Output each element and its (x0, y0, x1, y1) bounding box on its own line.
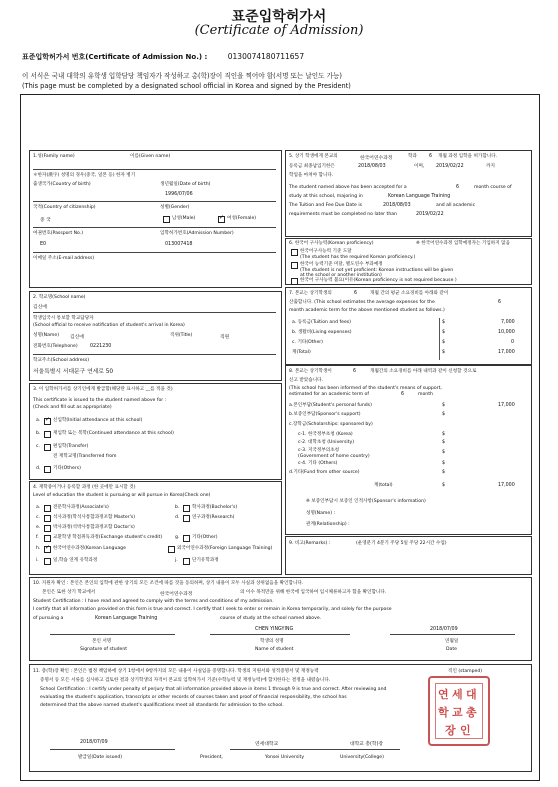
date-en: Date (446, 647, 457, 652)
level-f-label: 교환학생 학점취득과정(Exchange student's credit) (53, 535, 163, 540)
s8-t3: (This school has been informed of the student's means of support, (289, 386, 442, 391)
purpose-d-label: 기타(Others) (53, 466, 81, 471)
school-name-value: 김신애 (33, 305, 47, 310)
document-title-en: (Certificate of Admission) (194, 23, 364, 38)
s6-b-checkbox[interactable] (291, 262, 298, 269)
admission-number-label: 표준입학허가서 번호(Certificate of Admission No.) : (22, 53, 208, 61)
level-e-label: 박사과정(석박사통합과정포함 Doctor's) (53, 525, 135, 530)
s8-a-label: a.본인부담(Student's personal funds) (289, 403, 372, 408)
s5-en-due: 2018/08/03 (383, 203, 411, 208)
s5-en4: requirements must be completed no later than (289, 212, 397, 217)
section-9-remarks (285, 536, 532, 575)
birth-country-label: 출생국가(Country of birth) (33, 182, 91, 187)
purpose-c-checkbox[interactable] (44, 444, 51, 451)
level-a-label: 전문학사과정(Associate's) (53, 505, 109, 510)
s7-t1: 개월 간의 평균 소요경비를 아래와 같이 (370, 291, 449, 296)
s5-months: 6 (429, 154, 433, 159)
s10-l1: 10. 지원자 확인 : 본인은 본인의 입학에 관한 상기의 모든 조건에 따를 것을 동의하며, 상기 내용이 모두 사실과 상위없음을 확인합니다. (33, 581, 304, 586)
s8-sponsor-note: ※ 보증인부담시 보증인 인적사항(Sponsor's information) (306, 499, 426, 504)
admission-number-field-label: 입학허가번호(Admission Number) (160, 231, 234, 236)
president-ko: 대학교 총(학)장 (350, 742, 384, 747)
school-official-en: (School official to receive notification of student's arrival in Korea) (33, 323, 185, 328)
s11-l1: 11. 총(학)장 확인 : 본인은 법정 책임하에 상기 1항에서 9항까지의 모든 내용이 사실임을 증명합니다. 학생의 지원서와 성적증명서 및 재정능력 (33, 669, 319, 674)
official-title-value: 직원 (220, 335, 230, 340)
instruction-en: (This page must be completed by a designated school official in Korea and signed by the President) (22, 82, 351, 90)
level-g-label: 기타(Other) (192, 535, 218, 540)
phone-value: 0221230 (90, 344, 112, 349)
s10-l2b: 의 이수 목적만을 위해 한국에 입국하여 임시체류하고자 함을 확인합니다. (240, 590, 387, 595)
s10-program-en: Korean Language Training (95, 616, 158, 621)
s5-reg-from: 2018/08/03 (358, 164, 386, 169)
level-j-checkbox[interactable] (183, 558, 190, 565)
s6-a-checkbox[interactable] (291, 249, 298, 256)
admission-number-line (22, 52, 304, 62)
section-8-support: 8. 본교는 상기학생이 6 개월간의 소요경비를 아래 내역과 같이 신청할 것으로 신고 받았습니다. (This school has been informed of the student's means of support, estimated for an academic term of 6 month a.본인부담(Student's personal funds) $ 17,000 b.보증인부담(Sponsor's support) $ c.장학금(Scholarships: sponsored by) c-1. 한국정부초청 (Korea) $ c-2. 대학초청 (University) $ c-3. 지국정부의초청 $ (Government of home country) c-4. 기타 (Others) $ d.기타(Fund from other source) $ 계(total) $ 17,000 ※ 보증인부담시 보증인 인적사항(Sponsor's information) 성명(Name) : 관계(Relationship) : (285, 365, 532, 535)
s7-other-value: 0 (511, 340, 515, 345)
s5-en-months: 6 (456, 185, 460, 190)
s8-d-label: d.기타(Fund from other source) (289, 470, 360, 475)
gender-male-label: 남성(Male) (172, 216, 196, 221)
section-3-purpose: 3. 이 입학허가서를 상기인에게 발급함(해당란 표시하고 __를 적을 것) This certificate is issued to the student named above for : (Check and fill out as appropriate) a. ✓ 신입학(Initial attendance at this school) b. 재입학 또는 복학(Continued attendance at this school) c. 편입학(Transfer) 전 재학교명(Transferred from d. 기타(Others) (29, 383, 282, 480)
level-b-label: 학사과정(Bachelor's) (192, 505, 238, 510)
level-c-checkbox[interactable] (44, 515, 51, 522)
s5-reg-to: 2019/02/22 (436, 164, 464, 169)
s5-reg-from-suffix: 이며, (414, 164, 425, 169)
s7-other-label: c. 기타(Other) (292, 340, 323, 345)
s7-months: 6 (354, 291, 358, 296)
level-f-checkbox[interactable] (44, 535, 51, 542)
section-1-applicant (29, 150, 282, 288)
section-6-korean-proficiency (285, 238, 532, 285)
passport-value: E0 (40, 242, 47, 247)
s5-en-end: 2019/02/22 (416, 212, 444, 217)
family-name-label: 1.성(Family name) (33, 154, 75, 159)
s7-currency: $ (442, 330, 446, 335)
s6-b-label: 한국어 능력기준 미달, 별도연수 부과예정 (300, 262, 383, 267)
seal-char: 세 (452, 688, 463, 701)
s6-note: ※ 한국어연수과정 입학예정자는 기입하지 않음 (416, 241, 511, 246)
s7-total-label: 계(Total) (292, 350, 311, 355)
s8-c-label: c.장학금(Scholarships: sponsored by) (289, 422, 373, 427)
level-h-checkbox[interactable] (44, 546, 51, 553)
purpose-b-checkbox[interactable] (44, 431, 51, 438)
email-label: 이메일 주소(E-mail address) (33, 256, 95, 261)
purpose-c-label: 편입학(Transfer) (53, 444, 89, 449)
purpose-label: 3. 이 입학허가서를 상기인에게 발급함(해당란 표시하고 __를 적을 것) (33, 387, 173, 392)
section-5-acceptance (285, 150, 532, 237)
citizenship-label: 국적(Country of citizenship) (33, 205, 96, 210)
s6-b3-label: at the school or another institution) (300, 273, 382, 278)
s8-t4: estimated for an academic term of (289, 392, 369, 397)
s5-en1b: month course of (474, 185, 512, 190)
issue-date-label: 발급일(Date issued) (78, 755, 123, 760)
sig-student-en: Signature of student (80, 647, 128, 652)
s8-months: 6 (353, 369, 357, 374)
s5-en1: The student named above has been accepted for a (289, 185, 407, 190)
s5-finish: 학업을 마쳐야 합니다. (289, 173, 334, 178)
school-address-value: 서울특별시 서대문구 연세로 50 (33, 369, 114, 375)
s9-label: 9. 비고(Remarks) : (289, 541, 331, 546)
s8-c3b-label: (Government of home country) (298, 454, 370, 459)
admission-number: 0130074180711657 (227, 52, 305, 61)
level-d-label: 연구과정(Research) (192, 515, 235, 520)
level-h2-checkbox[interactable] (168, 546, 175, 553)
document-title-ko: 표준입학허가서 (231, 9, 327, 25)
section-10-student-certification (29, 577, 532, 661)
s6-label: 6. 한국어 구사능력(Korean proficiency) (289, 241, 374, 246)
gender-male-checkbox[interactable] (163, 216, 170, 223)
level-j-label: 단기유학과정 (192, 558, 219, 563)
level-c-label: 석사과정(학석사통합과정포함 Master's) (53, 515, 136, 520)
s10-program: 한국어연수과정 (160, 592, 193, 597)
official-name-label: 성명(Name) (33, 333, 60, 338)
s11-l3: School Certification : I certify under penalty of perjury that all information provided above in items 1 through 9 is true and correct. After reviewing and (40, 687, 387, 692)
level-sub: Level of education the student is pursuing or will pursue in Korea(Check one) (33, 493, 211, 498)
level-g-checkbox[interactable] (183, 535, 190, 542)
purpose-b-label: 재입학 또는 복학(Continued attendance at this school) (53, 431, 174, 436)
s8-total-value: 17,000 (498, 483, 515, 488)
s10-l5a: of pursuing a (33, 616, 64, 621)
s7-currency: $ (442, 350, 446, 355)
university-ko: 연세대학교 (255, 742, 279, 747)
citizenship-value: 중 국 (40, 218, 51, 223)
s5-dept: 학과 (408, 154, 417, 159)
gender-female-label: 여성(Female) (227, 216, 257, 221)
level-h2-label: 외국어연수과정(Foreign Language Training) (177, 546, 273, 551)
purpose-d-checkbox[interactable] (44, 466, 51, 473)
s11-l5: determined that the above named student's qualifications meet all standards for admission to the school. (40, 703, 284, 708)
s5-en3b: and all academic (436, 203, 476, 208)
issue-date-value: 2018/07/09 (80, 740, 108, 745)
s5-en2: study at this school, majoring in (289, 194, 363, 199)
seal-char: 연 (438, 688, 449, 701)
s8-c4-label: c-4. 기타 (Others) (298, 461, 338, 466)
s6-a-label: 한국어구사능력 기준 도달 (300, 249, 352, 254)
s8-c1-label: c-1. 한국정부초청 (Korea) (298, 432, 353, 437)
section-2-school (29, 291, 282, 381)
passport-label: 여권번호(Passport No.) (33, 231, 84, 236)
admission-number-field-value: 013007418 (165, 242, 193, 247)
s8-label: 8. 본교는 상기학생이 (289, 369, 332, 374)
school-official-ko: 학생입국시 통보할 학교담당자 (33, 316, 94, 321)
s8-a-value: 17,000 (498, 403, 515, 408)
purpose-a-checkbox[interactable] (44, 418, 51, 425)
gender-label: 성별(Gender) (160, 205, 190, 210)
level-a-checkbox[interactable] (44, 505, 51, 512)
seal-char: 대 (466, 688, 477, 701)
s7-living-value: 10,000 (498, 330, 515, 335)
s5-en-major: Korean Language Training (388, 194, 451, 199)
s5-program: 한국어연수과정 (360, 156, 393, 161)
purpose-sub1: This certificate is issued to the student named above for : (33, 398, 167, 403)
s7-living-label: b. 생활비(Living expenses) (292, 330, 352, 335)
s8-sponsor-relationship: 관계(Relationship) : (306, 522, 350, 527)
level-label: 4. 재학중이거나 등록할 과정 (한 곳에만 표시할 것) (33, 485, 136, 490)
official-title-label: 직위(Title) (170, 333, 193, 338)
hanja-note: ＊한자(漢字) 성명의 경우(중국, 일본 등) 한자 병기 (33, 173, 136, 178)
purpose-a-label: 신입학(Initial attendance at this school) (53, 418, 143, 423)
name-student-en: Name of student (255, 647, 294, 652)
s7-total-value: 17,000 (498, 350, 515, 355)
s8-t2: 신고 받았습니다. (289, 378, 323, 383)
s8-c2-label: c-2. 대학초청 (University) (298, 440, 354, 445)
student-name-value: CHEN YINGYING (255, 627, 294, 632)
university-type: University(College) (340, 755, 384, 760)
seal-char: 학 (438, 706, 449, 719)
school-name-label: 2. 학교명(School name) (33, 295, 86, 300)
s5-until: 까지 (486, 164, 495, 169)
s10-l2a: 본인은 또한 상기 학교에서 (42, 590, 96, 595)
level-d-checkbox[interactable] (183, 515, 190, 522)
level-i-label: 일,학습 연계 유학과정 (53, 558, 98, 563)
s7-currency: $ (442, 340, 446, 345)
s7-t3: month academic term for the above mentioned student as follows.) (289, 308, 445, 313)
s10-l3: Student Certification : I have read and agreed to comply with the terms and conditions of my admission. (33, 599, 274, 604)
date-ko: 연월일 (445, 639, 459, 644)
name-student-ko: 학생의 성명 (260, 639, 284, 644)
official-name-value: 김신애 (70, 335, 84, 340)
s8-t4b: month (418, 392, 433, 397)
president-label: President, (200, 755, 223, 760)
s7-currency: $ (442, 320, 446, 325)
s9-text: (운영분기 4분기 주당 5일 주당 22시간 수업) (356, 541, 447, 546)
birth-date-value: 1996/07/06 (165, 192, 193, 197)
s5-reg-label: 등록금 최종납입기한은 (289, 164, 335, 169)
seal-label: 직인 (stamped) (448, 669, 483, 674)
university-en: Yonsei University (265, 755, 305, 760)
s5-en3: The Tuition and Fee Due Date is (289, 203, 363, 208)
given-name-label: 이름(Given name) (130, 154, 171, 159)
s7-tuition-value: 7,000 (501, 320, 515, 325)
s5-label: 5. 상기 학생에게 본교의 (289, 154, 338, 159)
s8-c3-label: c-3. 지국정부의초청 (298, 448, 340, 453)
level-i-checkbox[interactable] (44, 558, 51, 565)
student-date-value: 2018/07/09 (430, 627, 458, 632)
s6-a2-label: (The student has the required Korean proficiency.) (300, 255, 416, 260)
s8-t1: 개월간의 소요경비를 아래 내역과 같이 신청할 것으로 (370, 369, 477, 374)
birth-date-label: 생년월일(Date of birth) (160, 182, 211, 187)
s5-accept-text: 개월 과정 입학을 허가합니다. (438, 154, 498, 159)
s7-t2: 산출합니다. (This school estimates the average expenses for the (289, 300, 435, 305)
s10-l4: I certify that all information provided on this form is true and correct. I certify that I seek to enter or remain in Korea temporarily, and solely for the purpose (33, 607, 392, 612)
seal-char: 교 (452, 706, 463, 719)
s6-c-label: 한국어 구사능력 불요(이유(Korean proficiency is not required because ) (300, 278, 457, 283)
s8-b-label: b.보증인부담(Sponsor's support) (289, 412, 361, 417)
gender-female-checkbox[interactable] (218, 216, 225, 223)
level-e-checkbox[interactable] (44, 525, 51, 532)
s6-c-checkbox[interactable] (291, 278, 298, 285)
s10-l5b: course of study at the school named above. (220, 616, 322, 621)
s8-months2: 6 (401, 392, 405, 397)
level-b-checkbox[interactable] (183, 505, 190, 512)
s7-label: 7. 본교는 상기학생의 (289, 291, 332, 296)
s8-total-label: 계(total) (374, 483, 393, 488)
seal-char: 총 (466, 706, 477, 719)
sig-student-ko: 본인 서명 (92, 639, 112, 644)
section-4-level: 4. 재학중이거나 등록할 과정 (한 곳에만 표시할 것) Level of education the student is pursuing or will pursue in Korea(Check one) a. 전문학사과정(Associate's) b. 학사과정(Bachelor's) c. 석사과정(학석사통합과정포함 Master's) d. 연구과정(Research) e. 박사과정(석박사통합과정포함 Doctor's) f. 교환학생 학점취득과정(Exchange student's credit) g. 기타(Other) h. ✓ 한국어연수과정(Korean Language 외국어연수과정(Foreign Language Training) i. 일,학습 연계 유학과정 j. 단기유학과정 (29, 481, 282, 575)
s7-tuition-label: a. 등록금(Tuition and fees) (292, 320, 351, 325)
seal-char: 인 (460, 724, 471, 737)
instruction-ko: 이 서식은 국내 대학의 유학생 입학담당 책임자가 작성하고 총(학)장이 직인을 찍어야 함(서명 또는 날인도 가능) (22, 72, 342, 80)
section-7-expenses (285, 287, 532, 365)
official-seal-stamp (428, 676, 490, 746)
s11-l2: 증명서 등 모든 서류를 심사하고 검토한 결과 상기학생의 자격이 본교의 입학허가서 기준(수학능력 및 재정능력)에 합치한다는 결정을 내렸습니다. (40, 678, 331, 683)
level-h-label: 한국어연수과정(Korean Language (53, 546, 126, 551)
school-address-label: 학교주소(School address) (33, 358, 90, 363)
s8-sponsor-name: 성명(Name) : (306, 511, 336, 516)
s6-b2-label: (The student is not yet proficient: Korean instructions will be given (300, 268, 454, 273)
seal-char: 장 (445, 724, 456, 737)
purpose-c-transferred: 전 재학교명(Transferred from (53, 454, 117, 459)
s11-l4: evaluating the student's application, transcripts or other records of courses taken and proof of financial responsibility, the school has (40, 695, 347, 700)
purpose-sub2: (Check and fill out as appropriate) (33, 405, 112, 410)
phone-label: 전화번호(Telephone) (33, 344, 78, 349)
instructions (22, 71, 542, 91)
s7-months2: 6 (498, 300, 502, 305)
